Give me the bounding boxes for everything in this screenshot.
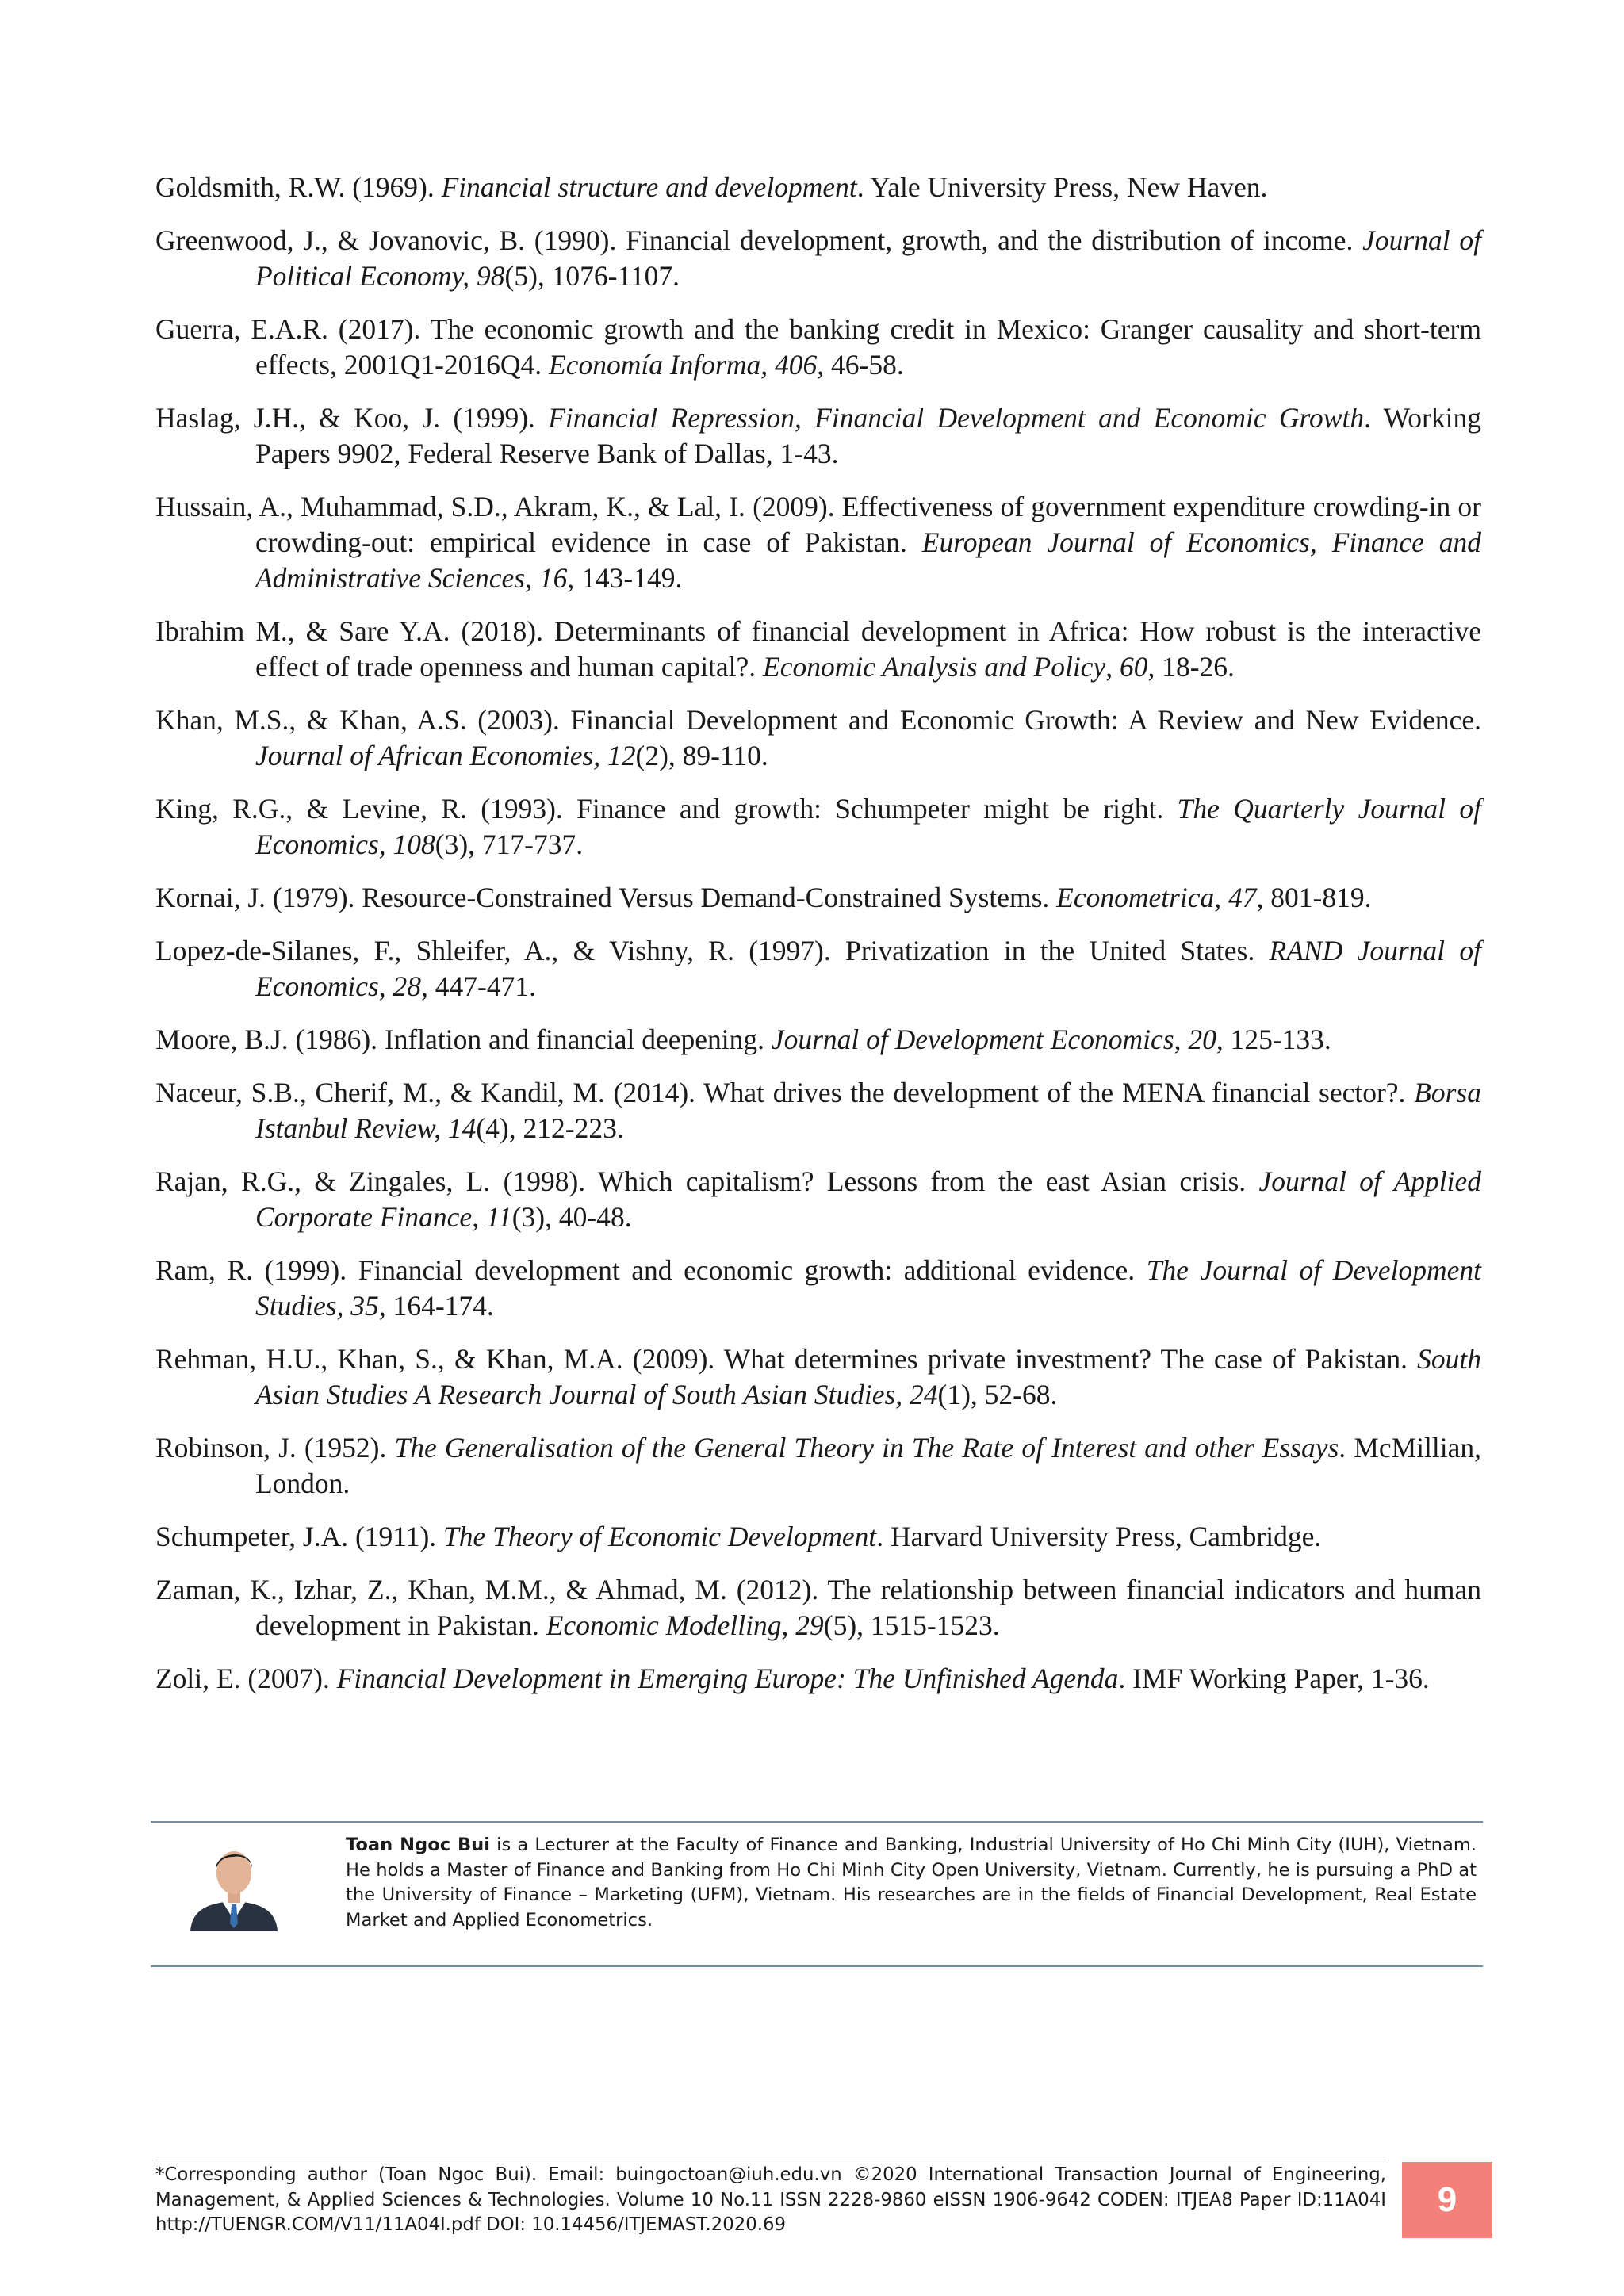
reference-pre: Rehman, H.U., Khan, S., & Khan, M.A. (2009). What determines private investment? The case of Pakistan. (155, 1343, 1418, 1375)
reference-post: (4), 212-223. (476, 1112, 624, 1144)
reference-ital: European Journal of Economics, Finance and Administrative Sciences, 16 (255, 526, 1481, 594)
reference-pre: Guerra, E.A.R. (2017). The economic growth and the banking credit in Mexico: Granger causality and short-term effects, 2001Q1-2016Q4. (155, 313, 1481, 381)
author-name: Toan Ngoc Bui (346, 1835, 491, 1855)
reference-item (155, 614, 1481, 685)
reference-ital: Economic Analysis and Policy (763, 651, 1106, 683)
reference-post: (2), 89-110. (635, 740, 768, 771)
reference-post: . McMillian, London. (255, 1432, 1481, 1499)
reference-item (155, 880, 1481, 916)
reference-pre: Moore, B.J. (1986). Inflation and financial deepening. (155, 1024, 772, 1055)
reference-post: , 164-174. (378, 1290, 494, 1322)
reference-ital: The Journal of Development Studies, 35 (255, 1254, 1482, 1322)
reference-pre: Hussain, A., Muhammad, S.D., Akram, K., & Lal, I. (2009). Effectiveness of government expenditure crowding-in or crowding-out: empirical evidence in case of Pakistan. (155, 491, 1481, 558)
reference-ital: RAND Journal of Economics (255, 935, 1481, 1002)
reference-post: , (1174, 1024, 1189, 1055)
reference-item (155, 1430, 1481, 1502)
reference-post: (5), 1515-1523. (823, 1609, 1000, 1641)
reference-post2: , 447-471. (421, 970, 536, 1002)
reference-post: (3), 40-48. (511, 1201, 632, 1233)
reference-ital: Journal of Political Economy, 98 (255, 224, 1481, 292)
reference-pre: Greenwood, J., & Jovanovic, B. (1990). Financial development, growth, and the distribution of income. (155, 224, 1363, 256)
reference-ital2: 20 (1188, 1024, 1216, 1055)
reference-post: . Harvard University Press, Cambridge. (876, 1521, 1322, 1552)
footer-citation: *Corresponding author (Toan Ngoc Bui). Email: buingoctoan@iuh.edu.vn ©2020 International Transaction Journal of Engineering, Management, & Applied Sciences & Technologies. Volume 10 No.11 ISSN 2228-9860 eISSN 1906-9642 CODEN: ITJEA8 Paper ID:11A04I http://TUENGR.COM/V11/11A04I.pdf DOI: 10.14456/ITJEMAST.2020.69 (155, 2164, 1386, 2235)
reference-ital2: 60 (1119, 651, 1148, 683)
reference-ital: The Quarterly Journal of Economics, 108 (255, 793, 1481, 860)
reference-post: . IMF Working Paper, 1-36. (1118, 1663, 1430, 1694)
reference-pre: Rajan, R.G., & Zingales, L. (1998). Which capitalism? Lessons from the east Asian crisis. (155, 1165, 1259, 1197)
reference-post2: , 18-26. (1147, 651, 1235, 683)
reference-pre: Ibrahim M., & Sare Y.A. (2018). Determinants of financial development in Africa: How robust is the interactive effect of trade openness and human capital?. (155, 615, 1481, 683)
reference-ital: Economic Modelling, 29 (546, 1609, 824, 1641)
author-bio-text: is a Lecturer at the Faculty of Finance and Banking, Industrial University of Ho Chi Minh City (IUH), Vietnam. He holds a Master of Finance and Banking from Ho Chi Minh City Open University, Vietnam. Currently, he is pursuing a PhD at the University of Finance – Marketing (UFM), Vietnam. His researches are in the fields of Financial Development, Real Estate Market and Applied Econometrics. (346, 1835, 1477, 1931)
reference-item (155, 489, 1481, 596)
reference-pre: Ram, R. (1999). Financial development and economic growth: additional evidence. (155, 1254, 1147, 1286)
reference-ital: Econometrica (1056, 882, 1215, 913)
reference-pre: Schumpeter, J.A. (1911). (155, 1521, 444, 1552)
reference-item (155, 1164, 1481, 1235)
reference-pre: Robinson, J. (1952). (155, 1432, 395, 1464)
reference-post: . Working Papers 9902, Federal Reserve Bank of Dallas, 1-43. (255, 402, 1481, 469)
reference-post2: , 125-133. (1216, 1024, 1331, 1055)
reference-ital: Financial Repression, Financial Development and Economic Growth (548, 402, 1365, 434)
reference-ital: Economía Informa, 406 (549, 349, 818, 381)
reference-post: . Yale University Press, New Haven. (856, 171, 1268, 203)
reference-item (155, 1341, 1481, 1413)
reference-ital: Financial Development in Emerging Europe: The Unfinished Agenda (336, 1663, 1119, 1694)
reference-post2: , 801-819. (1256, 882, 1372, 913)
reference-ital: Journal of Applied Corporate Finance, 11 (255, 1165, 1481, 1233)
reference-ital: Financial structure and development (441, 171, 857, 203)
bio-bottom-rule (151, 1965, 1483, 1967)
reference-ital2: 28 (393, 970, 422, 1002)
reference-item (155, 791, 1481, 863)
reference-item (155, 1022, 1481, 1058)
reference-pre: Zaman, K., Izhar, Z., Khan, M.M., & Ahmad, M. (2012). The relationship between financial indicators and human development in Pakistan. (155, 1574, 1481, 1641)
reference-ital: Borsa Istanbul Review, 14 (255, 1077, 1481, 1144)
reference-item (155, 312, 1481, 383)
reference-ital2: 47 (1228, 882, 1257, 913)
author-bio (346, 1833, 1477, 1933)
reference-pre: King, R.G., & Levine, R. (1993). Finance and growth: Schumpeter might be right. (155, 793, 1178, 825)
reference-post: , 143-149. (567, 562, 683, 594)
reference-item (155, 1661, 1481, 1697)
reference-pre: Goldsmith, R.W. (1969). (155, 171, 442, 203)
reference-item (155, 170, 1481, 205)
reference-post: , 46-58. (817, 349, 904, 381)
reference-post: , (1105, 651, 1120, 683)
reference-post: (1), 52-68. (937, 1379, 1058, 1410)
reference-item (155, 702, 1481, 774)
reference-ital: The Theory of Economic Development (443, 1521, 877, 1552)
reference-list (155, 170, 1481, 1714)
reference-post: , (378, 970, 393, 1002)
reference-ital: South Asian Studies A Research Journal of South Asian Studies, 24 (255, 1343, 1481, 1410)
reference-pre: Haslag, J.H., & Koo, J. (1999). (155, 402, 549, 434)
reference-pre: Kornai, J. (1979). Resource-Constrained Versus Demand-Constrained Systems. (155, 882, 1057, 913)
reference-item (155, 1519, 1481, 1555)
reference-pre: Khan, M.S., & Khan, A.S. (2003). Financial Development and Economic Growth: A Review and New Evidence. (155, 704, 1481, 736)
reference-post: (3), 717-737. (435, 828, 584, 860)
reference-item (155, 1075, 1481, 1146)
author-photo (187, 1838, 281, 1931)
reference-post: , (1214, 882, 1229, 913)
reference-item (155, 1253, 1481, 1324)
reference-pre: Lopez-de-Silanes, F., Shleifer, A., & Vishny, R. (1997). Privatization in the United States. (155, 935, 1270, 966)
reference-ital: The Generalisation of the General Theory in The Rate of Interest and other Essays (394, 1432, 1339, 1464)
reference-pre: Zoli, E. (2007). (155, 1663, 337, 1694)
reference-item (155, 933, 1481, 1004)
reference-pre: Naceur, S.B., Cherif, M., & Kandil, M. (2014). What drives the development of the MENA financial sector?. (155, 1077, 1415, 1108)
reference-ital: Journal of African Economies, 12 (255, 740, 636, 771)
reference-item (155, 223, 1481, 294)
bio-top-rule (151, 1821, 1483, 1823)
reference-post: (5), 1076-1107. (504, 260, 680, 292)
page-number: 9 (1402, 2162, 1492, 2238)
reference-ital: Journal of Development Economics (771, 1024, 1174, 1055)
reference-item (155, 400, 1481, 472)
reference-item (155, 1572, 1481, 1644)
